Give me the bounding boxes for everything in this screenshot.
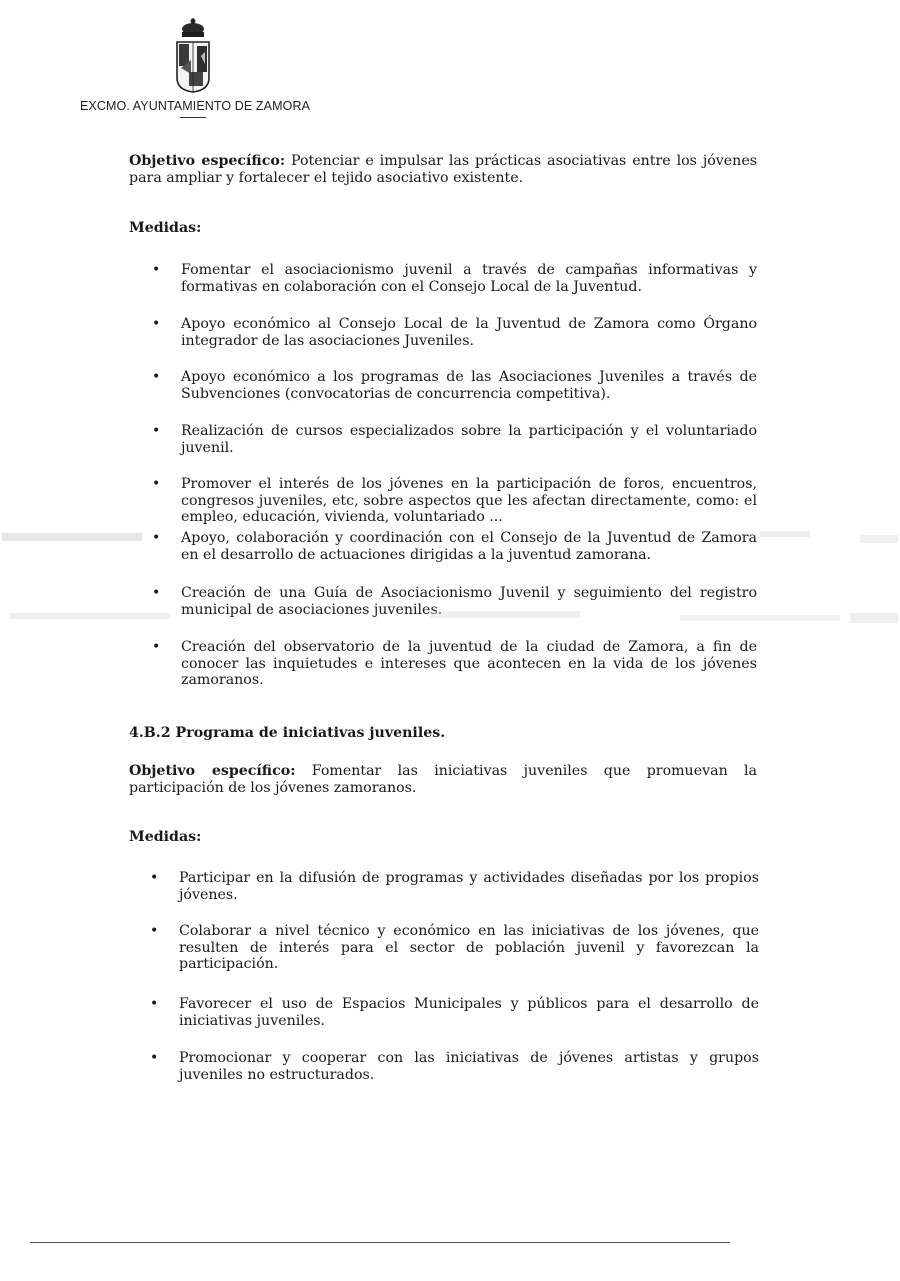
measures-heading-1: Medidas: — [129, 220, 202, 236]
objective-paragraph-1 — [129, 153, 757, 187]
bullet-icon: • — [150, 870, 159, 886]
objective-label-2: Objetivo específico: — [129, 763, 296, 779]
organization-name: EXCMO. AYUNTAMIENTO DE ZAMORA — [80, 99, 311, 113]
bullet-icon: • — [152, 316, 161, 332]
list-item: • Realización de cursos especializados sobre la participación y el voluntariado juvenil. — [152, 423, 757, 456]
list-item: • Colaborar a nivel técnico y económico en las iniciativas de los jóvenes, que resulten de interés para el sector de población juvenil y favorezcan la participación. — [150, 923, 759, 972]
bullet-icon: • — [152, 369, 161, 385]
list-item: • Creación del observatorio de la juventud de la ciudad de Zamora, a fin de conocer las inquietudes e intereses que acontecen en la vida de los jóvenes zamoranos. — [152, 639, 757, 688]
list-item: • Favorecer el uso de Espacios Municipales y públicos para el desarrollo de iniciativas juveniles. — [150, 996, 759, 1029]
bullet-icon: • — [152, 585, 161, 601]
list-item: • Apoyo económico a los programas de las Asociaciones Juveniles a través de Subvenciones (convocatorias de concurrencia competitiva). — [152, 369, 757, 402]
objective-paragraph-2 — [129, 763, 757, 797]
bullet-icon: • — [150, 923, 159, 939]
bullet-icon: • — [152, 476, 161, 492]
bullet-icon: • — [152, 423, 161, 439]
bullet-icon: • — [150, 996, 159, 1012]
list-item: • Apoyo económico al Consejo Local de la Juventud de Zamora como Órgano integrador de las asociaciones Juveniles. — [152, 316, 757, 349]
footer-divider — [30, 1242, 730, 1243]
bullet-icon: • — [150, 1050, 159, 1066]
measures-heading-2: Medidas: — [129, 829, 202, 845]
header-divider — [180, 117, 206, 118]
bullet-icon: • — [152, 530, 161, 546]
list-item: • Fomentar el asociacionismo juvenil a través de campañas informativas y formativas en colaboración con el Consejo Local de la Juventud. — [152, 262, 757, 295]
objective-text-2: Fomentar las iniciativas juveniles que promuevan la participación de los jóvenes zamoranos. — [129, 763, 758, 796]
list-item: • Promocionar y cooperar con las iniciativas de jóvenes artistas y grupos juveniles no estructurados. — [150, 1050, 759, 1083]
objective-label-1: Objetivo específico: — [129, 153, 286, 169]
coat-of-arms-icon — [167, 16, 217, 96]
scan-noise — [0, 525, 900, 635]
bullet-icon: • — [152, 262, 161, 278]
list-item: • Creación de una Guía de Asociacionismo Juvenil y seguimiento del registro municipal de asociaciones juveniles. — [152, 585, 757, 618]
list-item: • Promover el interés de los jóvenes en la participación de foros, encuentros, congresos juveniles, etc, sobre aspectos que les afectan directamente, como: el empleo, educación, vivienda, voluntariado ... — [152, 476, 757, 525]
section-heading-4b2: 4.B.2 Programa de iniciativas juveniles. — [129, 725, 446, 741]
objective-text-1: Potenciar e impulsar las prácticas asociativas entre los jóvenes para ampliar y fortalecer el tejido asociativo existente. — [129, 153, 757, 186]
bullet-icon: • — [152, 639, 161, 655]
list-item: • Apoyo, colaboración y coordinación con el Consejo de la Juventud de Zamora en el desarrollo de actuaciones dirigidas a la juventud zamorana. — [152, 530, 757, 563]
list-item: • Participar en la difusión de programas y actividades diseñadas por los propios jóvenes. — [150, 870, 759, 903]
